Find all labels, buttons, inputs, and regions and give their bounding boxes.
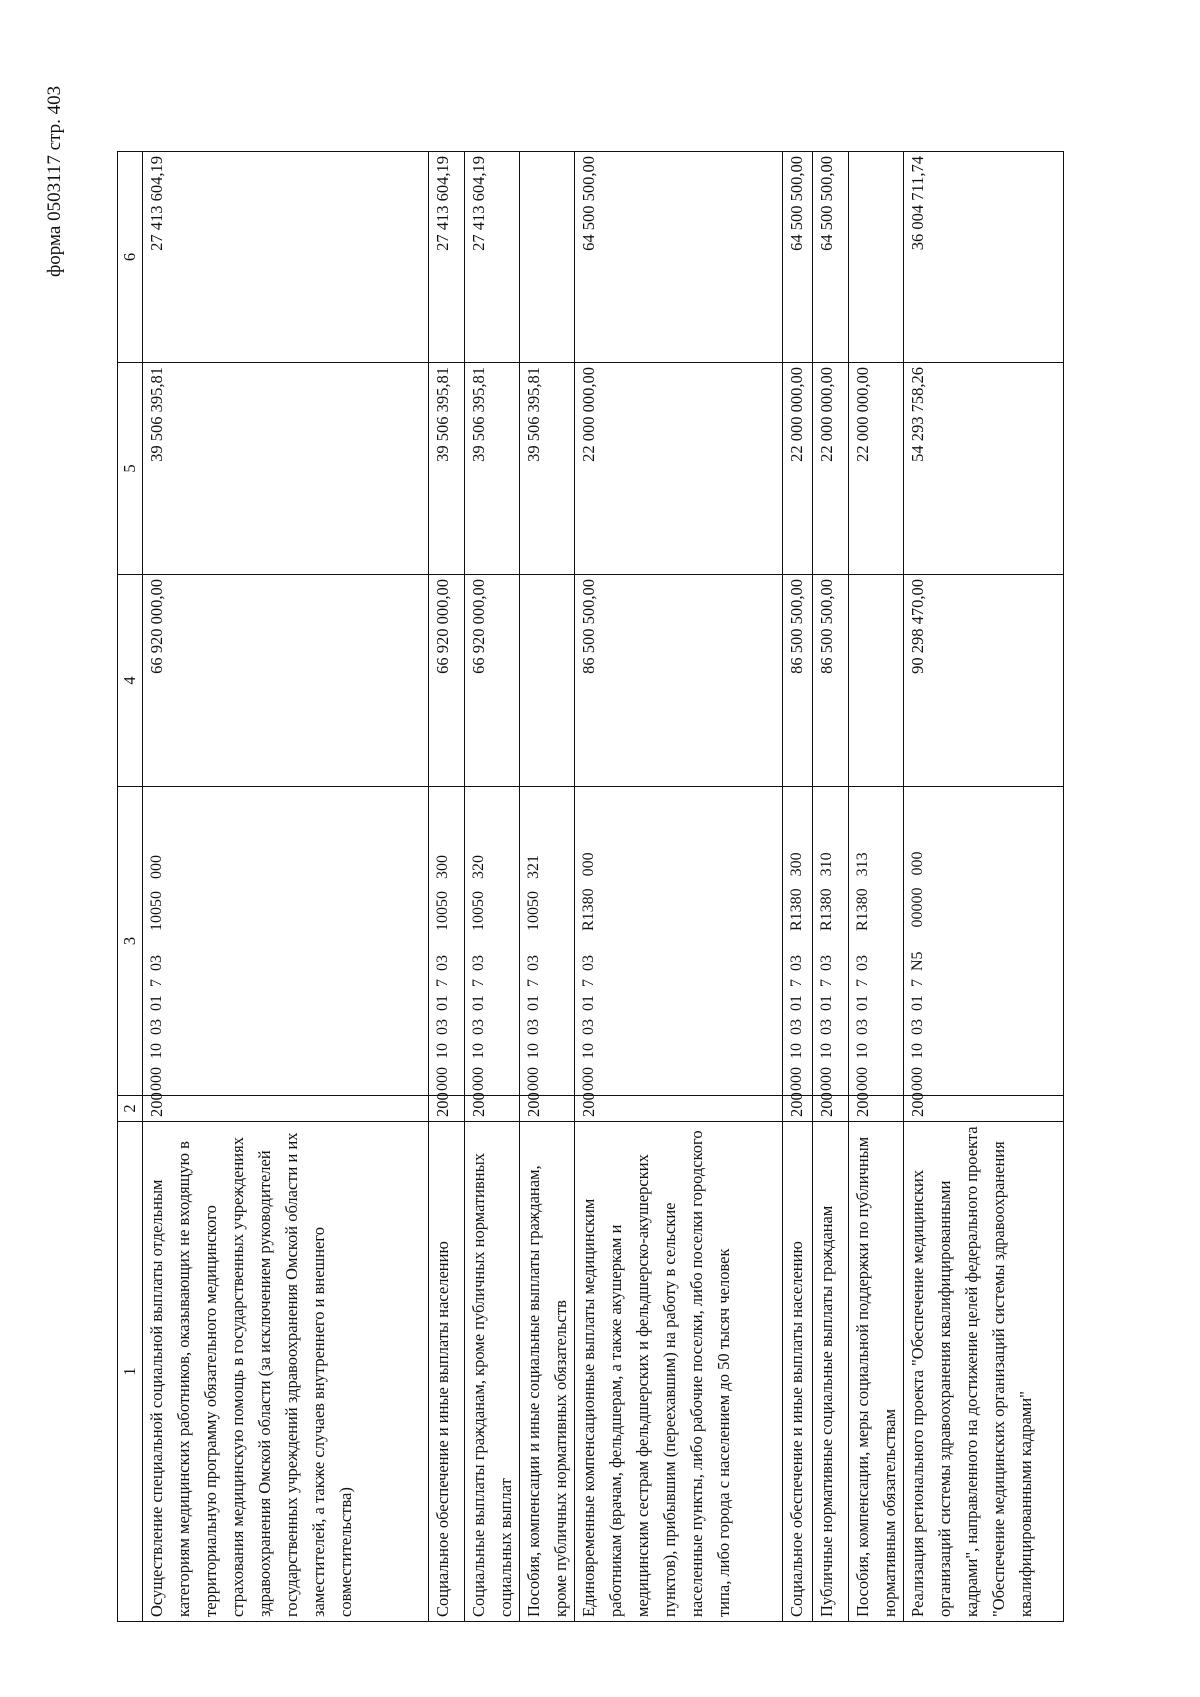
row-name: Социальные выплаты гражданам, кроме публичных нормативных социальных выплат	[465, 1122, 520, 1622]
row-executed: 39 506 395,81	[465, 363, 520, 575]
row-approved: 66 920 000,00	[465, 575, 520, 787]
col-header-5: 5	[118, 363, 143, 575]
table-row	[520, 152, 575, 1622]
row-name: Социальное обеспечение и иные выплаты населению	[783, 1122, 813, 1622]
row-unexecuted: 27 413 604,19	[465, 152, 520, 363]
col-header-3: 3	[118, 787, 143, 1096]
column-number-row	[118, 152, 143, 1622]
row-approved: 90 298 470,00	[904, 575, 1064, 787]
row-approved	[520, 575, 575, 787]
row-budget-code: 000 10 03 01 7 03 R1380 313	[849, 787, 904, 1096]
table-row	[849, 152, 904, 1622]
row-executed: 39 506 395,81	[520, 363, 575, 575]
row-executed: 22 000 000,00	[783, 363, 813, 575]
row-unexecuted: 64 500 500,00	[783, 152, 813, 363]
row-executed: 54 293 758,26	[904, 363, 1064, 575]
row-name: Пособия, компенсации и иные социальные выплаты гражданам, кроме публичных нормативных обязательств	[520, 1122, 575, 1622]
row-budget-code: 000 10 03 01 7 03 10050 300	[429, 787, 465, 1096]
row-approved	[849, 575, 904, 787]
row-line-code: 200	[143, 1096, 429, 1122]
row-unexecuted: 64 500 500,00	[575, 152, 783, 363]
row-budget-code: 000 10 03 01 7 03 R1380 310	[813, 787, 849, 1096]
table-row	[143, 152, 429, 1622]
row-unexecuted: 27 413 604,19	[143, 152, 429, 363]
row-line-code: 200	[849, 1096, 904, 1122]
row-line-code: 200	[783, 1096, 813, 1122]
table-row	[575, 152, 783, 1622]
row-approved: 66 920 000,00	[429, 575, 465, 787]
row-unexecuted: 27 413 604,19	[429, 152, 465, 363]
row-budget-code: 000 10 03 01 7 03 10050 321	[520, 787, 575, 1096]
row-line-code: 200	[575, 1096, 783, 1122]
report-table	[117, 151, 1064, 1622]
row-name: Единовременные компенсационные выплаты медицинским работникам (врачам, фельдшерам, а также акушеркам и медицинским сестрам фельдшерских и фельдшерско-акушерских пунктов), прибывшим (переехавшим) на работу в сельские населенные пункты, либо рабочие поселки, либо поселки городского типа, либо города с населением до 50 тысяч человек	[575, 1122, 783, 1622]
row-name: Пособия, компенсации, меры социальной поддержки по публичным нормативным обязательствам	[849, 1122, 904, 1622]
row-budget-code: 000 10 03 01 7 03 R1380 000	[575, 787, 783, 1096]
row-executed: 22 000 000,00	[813, 363, 849, 575]
row-unexecuted	[520, 152, 575, 363]
row-executed: 39 506 395,81	[143, 363, 429, 575]
row-executed: 22 000 000,00	[575, 363, 783, 575]
row-approved: 86 500 500,00	[575, 575, 783, 787]
row-unexecuted: 36 004 711,74	[904, 152, 1064, 363]
col-header-4: 4	[118, 575, 143, 787]
table-row	[904, 152, 1064, 1622]
row-line-code: 200	[429, 1096, 465, 1122]
row-approved: 86 500 500,00	[813, 575, 849, 787]
row-budget-code: 000 10 03 01 7 03 10050 320	[465, 787, 520, 1096]
row-line-code: 200	[904, 1096, 1064, 1122]
row-name: Реализация регионального проекта "Обеспечение медицинских организаций системы здравоохранения квалифицированными кадрами", направленного на достижение целей федерального проекта "Обеспечение медицинских организаций системы здравоохранения квалифицированными кадрами"	[904, 1122, 1064, 1622]
table-row	[813, 152, 849, 1622]
row-executed: 39 506 395,81	[429, 363, 465, 575]
row-budget-code: 000 10 03 01 7 03 R1380 300	[783, 787, 813, 1096]
row-unexecuted: 64 500 500,00	[813, 152, 849, 363]
row-name: Социальное обеспечение и иные выплаты населению	[429, 1122, 465, 1622]
table-row	[429, 152, 465, 1622]
col-header-2: 2	[118, 1096, 143, 1122]
col-header-6: 6	[118, 152, 143, 363]
row-line-code: 200	[813, 1096, 849, 1122]
row-approved: 66 920 000,00	[143, 575, 429, 787]
row-budget-code: 000 10 03 01 7 N5 00000 000	[904, 787, 1064, 1096]
table-row	[465, 152, 520, 1622]
row-line-code: 200	[520, 1096, 575, 1122]
row-line-code: 200	[465, 1096, 520, 1122]
row-unexecuted	[849, 152, 904, 363]
row-executed: 22 000 000,00	[849, 363, 904, 575]
row-name: Осуществление специальной социальной выплаты отдельным категориям медицинских работников, оказывающих не входящую в территориальную программу обязательного медицинского страхования медицинскую помощь в государственных учреждениях здравоохранения Омской области (за исключением руководителей государственных учреждений здравоохранения Омской области и их заместителей, а также случаев внутреннего и внешнего совместительства)	[143, 1122, 429, 1622]
form-header: форма 0503117 стр. 403	[44, 85, 65, 277]
row-budget-code: 000 10 03 01 7 03 10050 000	[143, 787, 429, 1096]
table-row	[783, 152, 813, 1622]
row-name: Публичные нормативные социальные выплаты гражданам	[813, 1122, 849, 1622]
row-approved: 86 500 500,00	[783, 575, 813, 787]
col-header-1: 1	[118, 1122, 143, 1622]
